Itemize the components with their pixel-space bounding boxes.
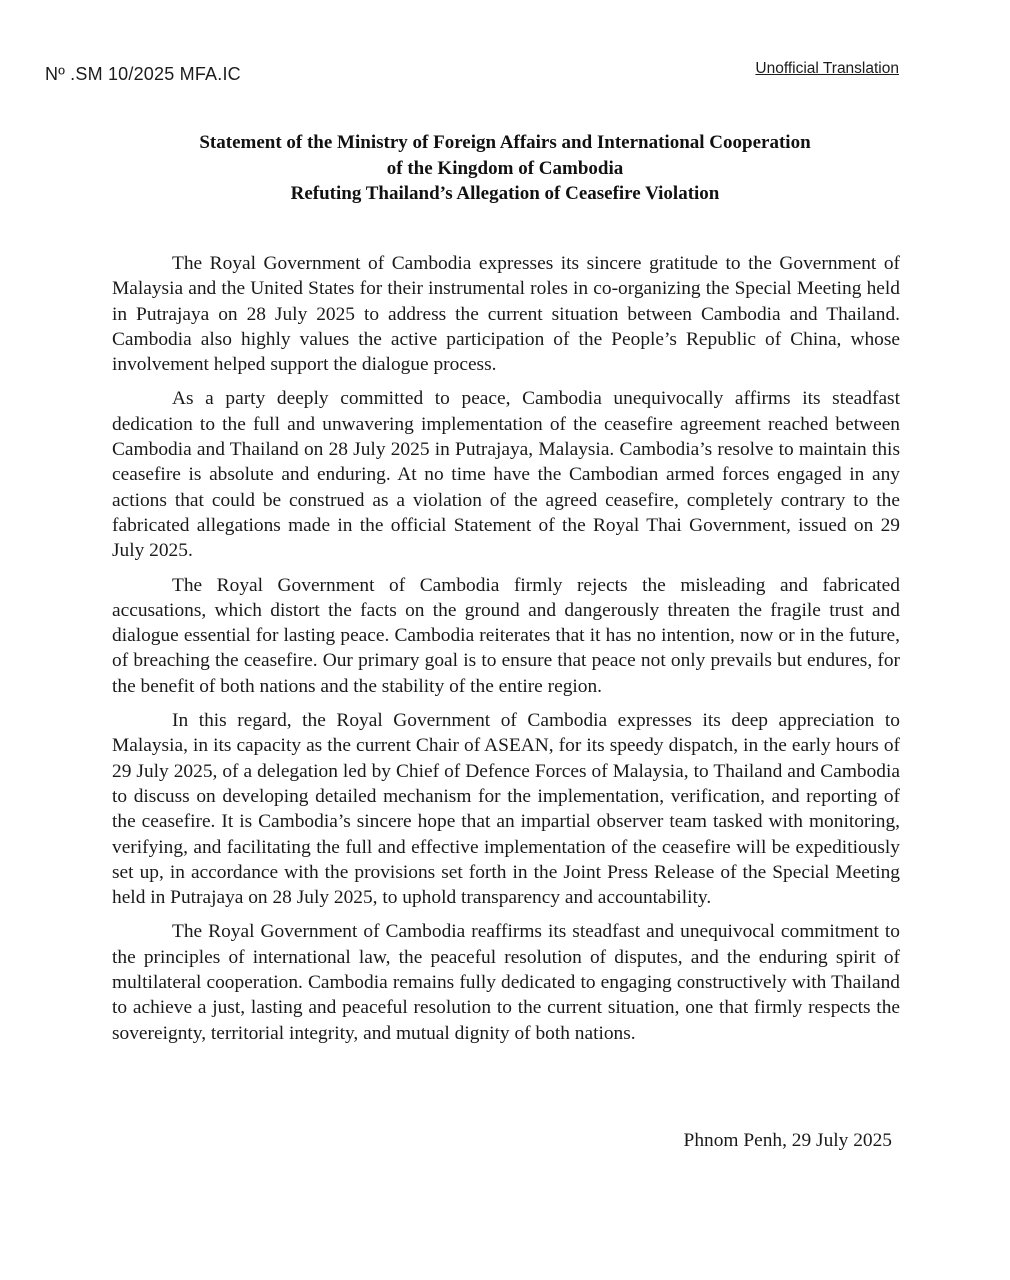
place-and-date: Phnom Penh, 29 July 2025 — [683, 1130, 892, 1151]
reference-number: Nº .SM 10/2025 MFA.IC — [45, 64, 241, 84]
statement-title — [0, 130, 1010, 207]
statement-body — [112, 251, 900, 1055]
paragraph-3: The Royal Government of Cambodia firmly rejects the misleading and fabricated accusations, which distort the facts on the ground and dangerously threaten the fragile trust and dialogue essential for lasting peace. Cambodia reiterates that it has no intention, now or in the future, of breaching the ceasefire. Our primary goal is to ensure that peace not only prevails but endures, for the benefit of both nations and the stability of the entire region. — [112, 574, 900, 697]
title-line-3: Refuting Thailand’s Allegation of Ceasefire Violation — [290, 183, 720, 204]
title-line-2: of the Kingdom of Cambodia — [386, 157, 624, 179]
paragraph-5: The Royal Government of Cambodia reaffirms its steadfast and unequivocal commitment to the principles of international law, the peaceful resolution of disputes, and the enduring spirit of multilateral cooperation. Cambodia remains fully dedicated to engaging constructively with Thailand to achieve a just, lasting and peaceful resolution to the current situation, one that firmly respects the sovereignty, territorial integrity, and mutual dignity of both nations. — [112, 921, 900, 1044]
paragraph-4: In this regard, the Royal Government of Cambodia expresses its deep appreciation to Malaysia, in its capacity as the current Chair of ASEAN, for its speedy dispatch, in the early hours of 29 July 2025, of a delegation led by Chief of Defence Forces of Malaysia, to Thailand and Cambodia to discuss on developing detailed mechanism for the implementation, verification, and reporting of the ceasefire. It is Cambodia’s sincere hope that an impartial observer team tasked with monitoring, verifying, and facilitating the full and effective implementation of the ceasefire will be expeditiously set up, in accordance with the provisions set forth in the Joint Press Release of the Special Meeting held in Putrajaya on 28 July 2025, to uphold transparency and accountability. — [112, 710, 900, 909]
paragraph-2: As a party deeply committed to peace, Cambodia unequivocally affirms its steadfast dedication to the full and unwavering implementation of the ceasefire agreement reached between Cambodia and Thailand on 28 July 2025 in Putrajaya, Malaysia. Cambodia’s resolve to maintain this ceasefire is absolute and enduring. At no time have the Cambodian armed forces engaged in any actions that could be construed as a violation of the agreed ceasefire, completely contrary to the fabricated allegations made in the official Statement of the Royal Thai Government, issued on 29 July 2025. — [112, 388, 900, 562]
unofficial-translation-note: Unofficial Translation — [755, 60, 899, 77]
title-line-1: Statement of the Ministry of Foreign Affairs and International Cooperation — [199, 132, 811, 153]
paragraph-1: The Royal Government of Cambodia expresses its sincere gratitude to the Government of Malaysia and the United States for their instrumental roles in co-organizing the Special Meeting held in Putrajaya on 28 July 2025 to address the current situation between Cambodia and Thailand. Cambodia also highly values the active participation of the People’s Republic of China, whose involvement helped support the dialogue process. — [112, 253, 900, 376]
